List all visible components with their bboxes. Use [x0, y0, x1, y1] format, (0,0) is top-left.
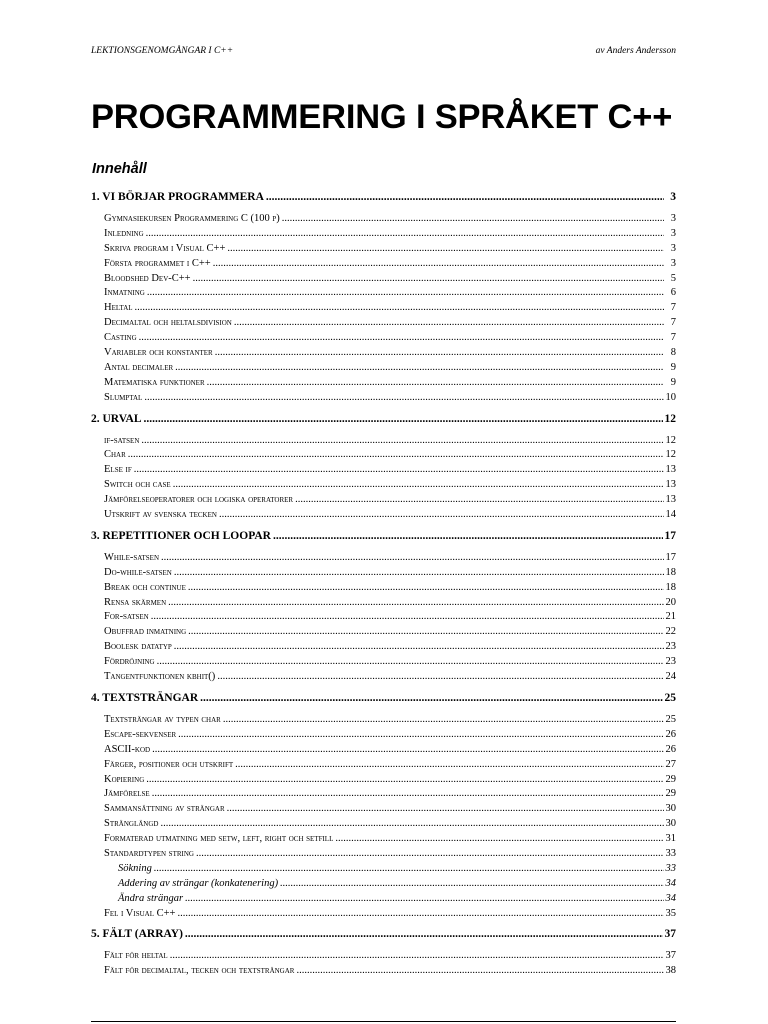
toc-leader-dots [227, 242, 664, 257]
toc-page-number: 30 [665, 803, 676, 815]
toc-entry-label: Boolesk datatyp [104, 641, 172, 653]
toc-page-number: 18 [665, 581, 676, 593]
toc-leader-dots [174, 640, 664, 655]
toc-page-number: 3 [670, 242, 676, 254]
toc-subsection-entry[interactable] [91, 862, 676, 877]
toc-page-number: 24 [665, 671, 676, 683]
toc-entry-label: Variabler och konstanter [104, 347, 213, 359]
toc-entry-label: Fält för heltal [104, 950, 168, 962]
toc-leader-dots [147, 286, 664, 301]
toc-chapter-label: 5. FÄLT (ARRAY) [91, 928, 183, 941]
toc-section-entry[interactable] [91, 463, 676, 478]
toc-leader-dots [146, 773, 663, 788]
footer-rule [91, 1021, 676, 1022]
toc-entry-label: Stränglängd [104, 818, 159, 830]
toc-section-entry[interactable] [91, 331, 676, 346]
toc-page-number: 37 [664, 928, 676, 941]
toc-entry-label: Do-while-satsen [104, 566, 172, 578]
toc-page-number: 9 [670, 376, 676, 388]
toc-page-number: 22 [665, 626, 676, 638]
toc-leader-dots [135, 301, 664, 316]
toc-leader-dots [128, 448, 664, 463]
toc-leader-dots [144, 391, 663, 406]
toc-chapter-entry[interactable] [91, 412, 676, 427]
toc-page-number: 38 [665, 965, 676, 977]
toc-chapter-label: 2. URVAL [91, 412, 142, 425]
toc-entry-label: Gymnasiekursen Programmering C (100 p) [104, 213, 280, 224]
toc-leader-dots [273, 529, 663, 544]
toc-leader-dots [207, 376, 664, 391]
toc-leader-dots [280, 877, 663, 892]
toc-leader-dots [170, 949, 664, 964]
toc-leader-dots [188, 581, 664, 596]
toc-entry-label: Sökning [118, 862, 152, 874]
toc-entry-label: Jämförelse [104, 788, 150, 800]
toc-entry-label: Casting [104, 332, 137, 344]
toc-entry-label: Matematiska funktioner [104, 376, 205, 388]
toc-section-entry[interactable] [91, 743, 676, 758]
toc-entry-label: Else if [104, 464, 132, 476]
toc-page-number: 21 [665, 611, 676, 623]
toc-section-entry[interactable] [91, 566, 676, 581]
toc-page-number: 17 [665, 551, 676, 563]
toc-leader-dots [296, 964, 663, 979]
toc-section-entry[interactable] [91, 581, 676, 596]
toc-section-entry[interactable] [91, 272, 676, 287]
toc-section-entry[interactable] [91, 493, 676, 508]
toc-leader-dots [193, 272, 664, 287]
toc-leader-dots [223, 713, 664, 728]
toc-page-number: 23 [665, 641, 676, 653]
toc-page-number: 13 [665, 464, 676, 476]
toc-page-number: 12 [665, 449, 676, 461]
toc-page-number: 8 [670, 347, 676, 359]
toc-chapter-section [91, 927, 676, 979]
toc-entry-label: Tangentfunktionen kbhit() [104, 671, 216, 683]
toc-section-entry[interactable] [91, 713, 676, 728]
toc-leader-dots [227, 802, 664, 817]
toc-page-number: 3 [670, 191, 676, 203]
toc-leader-dots [282, 212, 664, 227]
toc-entry-label: Obuffrad inmatning [104, 626, 187, 638]
toc-leader-dots [173, 478, 664, 493]
toc-entry-label: Sammansättning av strängar [104, 803, 225, 815]
toc-chapter-section [91, 190, 676, 406]
toc-leader-dots [215, 346, 664, 361]
toc-entry-label: Escape-sekvenser [104, 728, 177, 740]
toc-leader-dots [217, 670, 663, 685]
toc-page-number: 7 [670, 317, 676, 329]
toc-leader-dots [219, 508, 664, 523]
toc-page-number: 14 [665, 509, 676, 521]
header-left: LEKTIONSGENOMGÅNGAR I C++ [91, 46, 234, 56]
toc-leader-dots [160, 817, 663, 832]
toc-section-entry[interactable] [91, 802, 676, 817]
toc-page-number: 9 [670, 361, 676, 373]
toc-subsection-entry[interactable] [91, 892, 676, 907]
toc-page-number: 7 [670, 332, 676, 344]
toc-leader-dots [134, 463, 664, 478]
toc-entry-label: Fördröjning [104, 656, 155, 668]
toc-section-entry[interactable] [91, 286, 676, 301]
toc-page-number: 34 [665, 877, 676, 889]
toc-section-entry[interactable] [91, 434, 676, 449]
toc-leader-dots [196, 847, 664, 862]
toc-chapter-section [91, 529, 676, 685]
toc-section-entry[interactable] [91, 640, 676, 655]
toc-page-number: 13 [665, 494, 676, 506]
toc-leader-dots [177, 907, 663, 922]
toc-page-number: 17 [664, 529, 676, 542]
toc-leader-dots [235, 758, 663, 773]
toc-entry-label: Standardtypen string [104, 847, 194, 859]
toc-leader-dots [185, 927, 663, 942]
toc-leader-dots [161, 551, 663, 566]
toc-leader-dots [168, 596, 663, 611]
toc-section-entry[interactable] [91, 758, 676, 773]
toc-section-entry[interactable] [91, 448, 676, 463]
toc-leader-dots [213, 257, 664, 272]
toc-entry-label: Char [104, 449, 126, 461]
toc-entry-label: For-satsen [104, 611, 149, 623]
toc-page-number: 29 [665, 788, 676, 800]
toc-section-entry[interactable] [91, 478, 676, 493]
toc-section-entry[interactable] [91, 227, 676, 242]
toc-section-entry[interactable] [91, 376, 676, 391]
toc-page-number: 18 [665, 566, 676, 578]
toc-page-number: 7 [670, 302, 676, 314]
toc-leader-dots [152, 787, 664, 802]
toc-page-number: 3 [670, 213, 676, 224]
toc-page-number: 27 [665, 758, 676, 770]
toc-page-number: 33 [665, 862, 676, 874]
toc-page-number: 34 [665, 892, 676, 904]
toc-entry-label: Första programmet i C++ [104, 257, 211, 269]
toc-page-number: 3 [670, 227, 676, 239]
toc-entry-label: Skriva program i Visual C++ [104, 242, 226, 254]
toc-page-number: 12 [665, 434, 676, 446]
toc-page-number: 6 [670, 287, 676, 299]
toc-entry-label: Heltal [104, 302, 133, 314]
toc-entry-label: Jämförelseoperatorer och logiska operatorer [104, 494, 294, 506]
toc-chapter-label: 1. VI BÖRJAR PROGRAMMERA [91, 191, 264, 203]
toc-entry-label: Utskrift av svenska tecken [104, 509, 217, 521]
toc-leader-dots [188, 625, 663, 640]
toc-page-number: 10 [665, 391, 676, 403]
toc-entry-label: Formaterad utmatning med setw, left, right och setfill [104, 833, 334, 845]
toc-leader-dots [139, 331, 664, 346]
toc-section-entry[interactable] [91, 655, 676, 670]
toc-entry-label: Inmatning [104, 287, 145, 299]
toc-page-number: 37 [665, 950, 676, 962]
toc-page-number: 3 [670, 257, 676, 269]
toc-entry-label: While-satsen [104, 551, 160, 563]
toc-section-entry[interactable] [91, 817, 676, 832]
toc-page-number: 35 [665, 907, 676, 919]
toc-leader-dots [146, 227, 664, 242]
toc-entry-label: if-satsen [104, 434, 140, 446]
toc-entry-label: Kopiering [104, 773, 145, 785]
toc-section-entry[interactable] [91, 242, 676, 257]
toc-section-entry[interactable] [91, 212, 676, 227]
toc-section-entry[interactable] [91, 773, 676, 788]
toc-section-entry[interactable] [91, 346, 676, 361]
toc-section-entry[interactable] [91, 832, 676, 847]
toc-leader-dots [174, 566, 664, 581]
toc-entry-label: Inledning [104, 227, 144, 239]
toc-section-entry[interactable] [91, 964, 676, 979]
toc-leader-dots [152, 743, 663, 758]
toc-section-entry[interactable] [91, 301, 676, 316]
toc-leader-dots [141, 434, 663, 449]
toc-leader-dots [151, 610, 664, 625]
toc-page-number: 20 [665, 596, 676, 608]
toc-chapter-label: 3. REPETITIONER OCH LOOPAR [91, 529, 271, 542]
toc-leader-dots [144, 412, 663, 427]
toc-page-number: 25 [664, 691, 676, 704]
toc-entry-label: Antal decimaler [104, 361, 174, 373]
document-title: PROGRAMMERING I SPRÅKET C++ [91, 98, 673, 136]
toc-page-number: 5 [670, 272, 676, 284]
toc-page-number: 26 [665, 728, 676, 740]
toc-chapter-label: 4. TEXTSTRÄNGAR [91, 691, 199, 704]
toc-section-entry[interactable] [91, 728, 676, 743]
toc-entry-label: Textsträngar av typen char [104, 713, 221, 725]
toc-chapter-entry[interactable] [91, 529, 676, 544]
toc-leader-dots [185, 892, 663, 907]
toc-section-entry[interactable] [91, 949, 676, 964]
toc-entry-label: Break och continue [104, 581, 186, 593]
toc-subsection-entry[interactable] [91, 877, 676, 892]
toc-entry-label: ASCII-kod [104, 743, 151, 755]
toc-section-entry[interactable] [91, 610, 676, 625]
toc-section-entry[interactable] [91, 391, 676, 406]
toc-page-number: 29 [665, 773, 676, 785]
toc-entry-label: Addering av strängar (konkatenering) [118, 877, 279, 889]
toc-entry-label: Bloodshed Dev-C++ [104, 272, 191, 284]
toc-section-entry[interactable] [91, 787, 676, 802]
toc-entry-label: Decimaltal och heltalsdivision [104, 317, 232, 329]
table-of-contents [91, 190, 676, 985]
toc-entry-label: Switch och case [104, 479, 171, 491]
toc-leader-dots [157, 655, 664, 670]
toc-page-number: 12 [664, 412, 676, 425]
toc-section-entry[interactable] [91, 361, 676, 376]
toc-page-number: 13 [665, 479, 676, 491]
toc-chapter-entry[interactable] [91, 691, 676, 706]
toc-page-number: 31 [665, 833, 676, 845]
toc-leader-dots [234, 316, 664, 331]
toc-section-entry[interactable] [91, 596, 676, 611]
toc-page-number: 26 [665, 743, 676, 755]
toc-heading: Innehåll [92, 161, 147, 177]
toc-leader-dots [175, 361, 664, 376]
toc-section-entry[interactable] [91, 670, 676, 685]
toc-chapter-section [91, 412, 676, 523]
toc-entry-label: Slumptal [104, 391, 143, 403]
toc-leader-dots [295, 493, 663, 508]
toc-section-entry[interactable] [91, 508, 676, 523]
header-right: av Anders Andersson [595, 46, 676, 56]
toc-entry-label: Rensa skärmen [104, 596, 167, 608]
toc-leader-dots [200, 691, 662, 706]
toc-section-entry[interactable] [91, 625, 676, 640]
toc-page-number: 30 [665, 818, 676, 830]
toc-section-entry[interactable] [91, 847, 676, 862]
toc-leader-dots [335, 832, 663, 847]
toc-section-entry[interactable] [91, 257, 676, 272]
toc-entry-label: Färger, positioner och utskrift [104, 758, 234, 770]
toc-entry-label: Fält för decimaltal, tecken och textsträngar [104, 965, 295, 977]
toc-leader-dots [178, 728, 663, 743]
toc-entry-label: Fel i Visual C++ [104, 907, 176, 919]
toc-chapter-entry[interactable] [91, 190, 676, 205]
toc-chapter-section [91, 691, 676, 921]
running-header [91, 46, 676, 56]
toc-leader-dots [266, 190, 664, 205]
toc-page-number: 33 [665, 847, 676, 859]
toc-section-entry[interactable] [91, 551, 676, 566]
toc-page-number: 23 [665, 656, 676, 668]
toc-section-entry[interactable] [91, 316, 676, 331]
toc-page-number: 25 [665, 713, 676, 725]
toc-entry-label: Ändra strängar [118, 892, 184, 904]
toc-chapter-entry[interactable] [91, 927, 676, 942]
toc-section-entry[interactable] [91, 907, 676, 922]
toc-leader-dots [154, 862, 664, 877]
